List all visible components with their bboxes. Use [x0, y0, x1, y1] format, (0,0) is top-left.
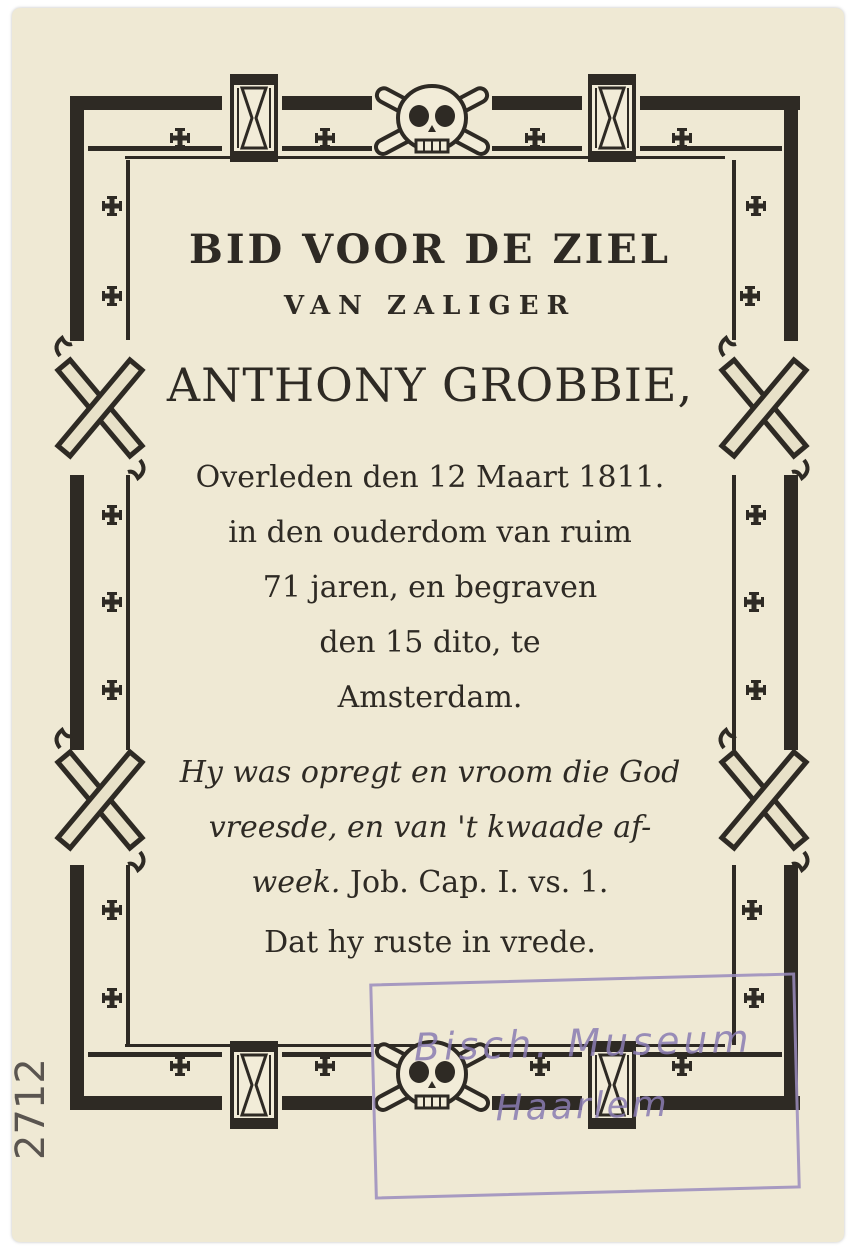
hourglass-bottom-left-icon — [232, 1043, 276, 1127]
stamp-line-1: Bisch. Museum — [413, 1016, 754, 1070]
prayer-subheading: VAN ZALIGER — [283, 291, 577, 321]
prayer-heading: BID VOOR DE ZIEL — [189, 226, 671, 273]
death-line: 71 jaren, en begraven — [262, 570, 598, 605]
deceased-name: ANTHONY GROBBIE, — [166, 358, 694, 412]
death-line: den 15 dito, te — [319, 625, 541, 660]
death-line: Amsterdam. — [337, 680, 523, 715]
verse-line — [140, 855, 720, 910]
verse-line: vreesde, en van 't kwaade af- — [208, 810, 652, 845]
verse-reference: Job. Cap. I. vs. 1. — [340, 865, 609, 900]
death-details — [140, 450, 720, 725]
verse-italic-word: week. — [251, 865, 341, 900]
catalog-number: 2712 — [8, 1058, 54, 1160]
death-line: Overleden den 12 Maart 1811. — [195, 460, 665, 495]
stamp-line-2: Haarlem — [495, 1083, 671, 1130]
hourglass-top-right-icon — [590, 76, 634, 160]
skull-crossbones-top-icon — [374, 86, 491, 157]
crossed-torches-icon — [56, 730, 143, 870]
crossed-torches-icon — [720, 730, 807, 870]
museum-stamp — [369, 972, 801, 1199]
hourglass-top-left-icon — [232, 76, 276, 160]
closing-blessing: Dat hy ruste in vrede. — [264, 925, 596, 960]
verse-line: Hy was opregt en vroom die God — [179, 755, 681, 790]
bible-verse — [140, 745, 720, 910]
death-line: in den ouderdom van ruim — [228, 515, 632, 550]
